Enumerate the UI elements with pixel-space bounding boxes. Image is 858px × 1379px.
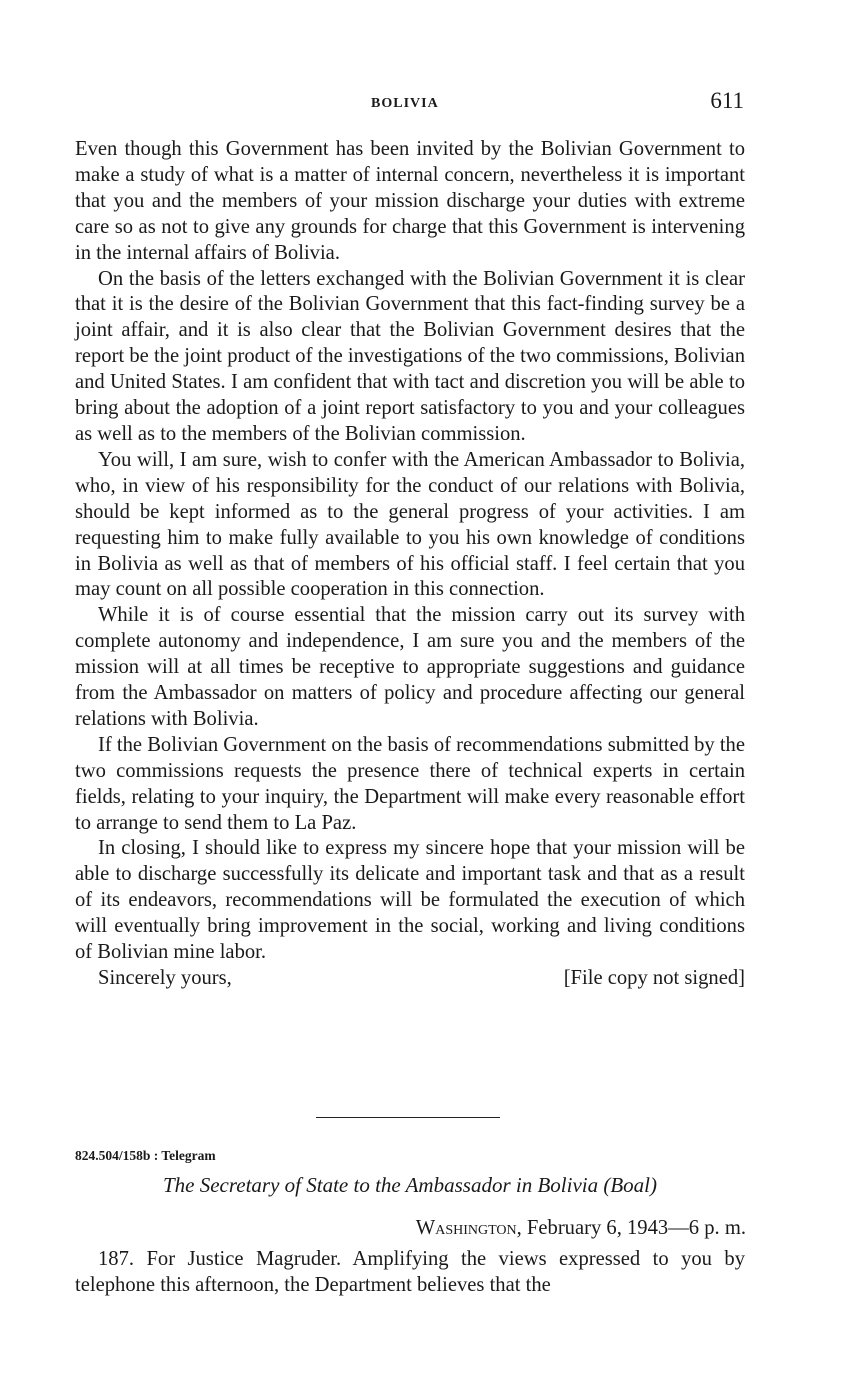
paragraph-1: Even though this Government has been invited by the Bolivian Government to make a study of what is a matter of internal concern, nevertheless it is important that you and the members of your mission discharge your duties with extreme care so as not to give any grounds for charge that this Government is intervening in the internal affairs of Bolivia.: [75, 138, 745, 264]
letter-body: [75, 137, 745, 992]
running-head: BOLIVIA: [371, 96, 439, 111]
section-divider: [316, 1117, 500, 1118]
page-number: 611: [710, 88, 744, 113]
telegram-body: [75, 1247, 745, 1299]
paragraph-3: You will, I am sure, wish to confer with the American Ambassador to Bolivia, who, in view of his responsibility for the conduct of our relations with Bolivia, should be kept informed as to the general progress of your activities. I am requesting him to make fully available to you his own knowledge of conditions in Bolivia as well as that of members of his official staff. I feel certain that you may count on all possible cooperation in this connection.: [75, 448, 745, 601]
paragraph-2: On the basis of the letters exchanged with the Bolivian Government it is clear that it is the desire of the Bolivian Government that this fact-finding survey be a joint affair, and it is also clear that the Bolivian Government desires that the report be the joint product of the investigations of the two commissions, Bolivian and United States. I am confident that with tact and discretion you will be able to bring about the adoption of a joint report satisfactory to you and your colleagues as well as to the members of the Bolivian commission.: [75, 267, 745, 445]
page-header: [0, 88, 858, 122]
dateline-place: Washington,: [415, 1217, 522, 1239]
letter-closing: [75, 966, 745, 992]
paragraph-5: If the Bolivian Government on the basis of recommendations submitted by the two commissions requests the presence there of technical experts in certain fields, relating to your inquiry, the Department will make every reasonable effort to arrange to send them to La Paz.: [75, 733, 745, 834]
signature-note: [File copy not signed]: [563, 967, 745, 989]
document-title: The Secretary of State to the Ambassador in Bolivia (Boal): [162, 1173, 657, 1197]
dateline: [416, 1217, 746, 1240]
telegram-paragraph: 187. For Justice Magruder. Amplifying the views expressed to you by telephone this afternoon, the Department believes that the: [75, 1248, 745, 1296]
salutation: Sincerely yours,: [98, 967, 232, 989]
dateline-date: February 6, 1943—6 p. m.: [521, 1217, 746, 1239]
paragraph-4: While it is of course essential that the mission carry out its survey with complete autonomy and independence, I am sure you and the members of the mission will at all times be receptive to appropriate suggestions and guidance from the Ambassador on matters of policy and procedure affecting our general relations with Bolivia.: [75, 604, 745, 730]
paragraph-6: In closing, I should like to express my sincere hope that your mission will be able to discharge successfully its delicate and important task and that as a result of its endeavors, recommendations will be formulated the execution of which will eventually bring improvement in the social, working and living conditions of Bolivian mine labor.: [75, 837, 745, 964]
file-reference: 824.504/158b : Telegram: [75, 1148, 216, 1163]
